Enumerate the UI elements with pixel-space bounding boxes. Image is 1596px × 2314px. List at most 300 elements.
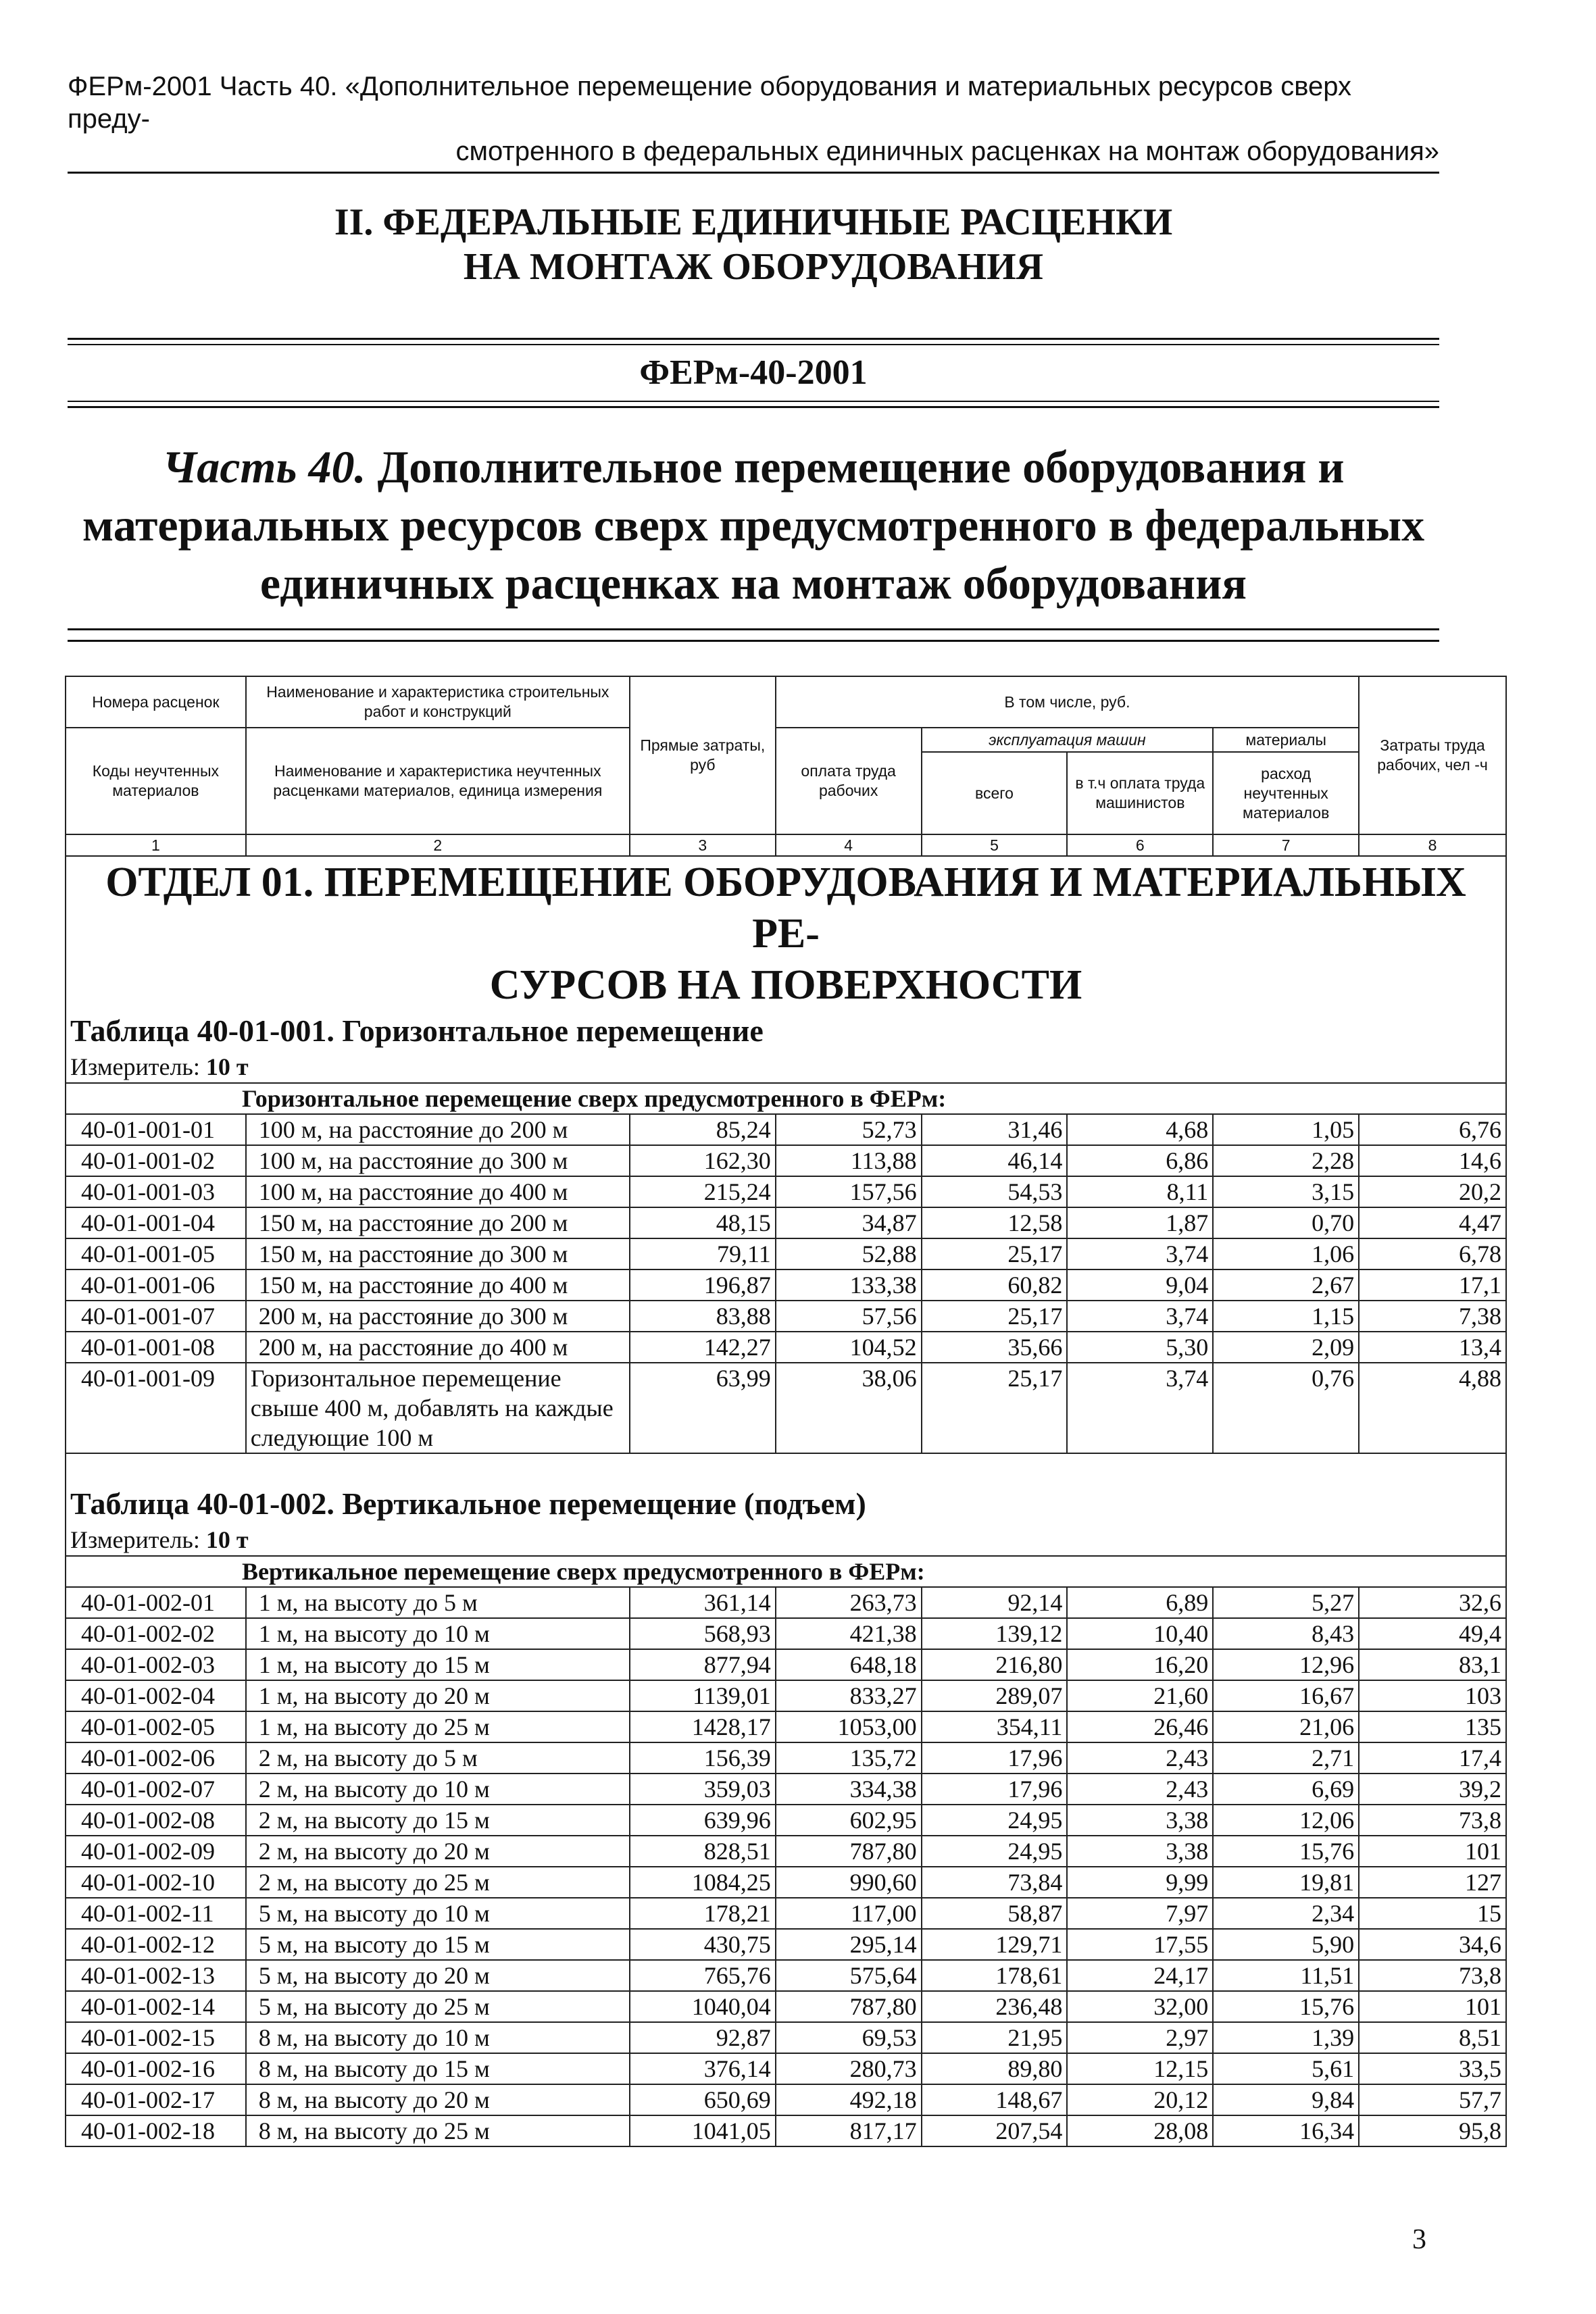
rate-description: 1 м, на высоту до 15 м xyxy=(246,1649,630,1680)
table2-row xyxy=(66,1742,1506,1774)
header-rate-numbers: Номера расценок xyxy=(66,676,246,728)
materials-value: 2,71 xyxy=(1213,1742,1359,1774)
machinist-pay-value: 21,60 xyxy=(1067,1680,1213,1711)
worker-pay-value: 787,80 xyxy=(776,1991,922,2022)
materials-value: 15,76 xyxy=(1213,1991,1359,2022)
rate-code: 40-01-002-16 xyxy=(66,2053,246,2084)
direct-costs-value: 568,93 xyxy=(630,1618,776,1649)
table1-row xyxy=(66,1145,1506,1176)
rate-description: 8 м, на высоту до 20 м xyxy=(246,2084,630,2115)
rate-code: 40-01-002-05 xyxy=(66,1711,246,1742)
direct-costs-value: 83,88 xyxy=(630,1301,776,1332)
table2-measure-label: Измеритель: xyxy=(70,1526,200,1553)
rates-table xyxy=(65,676,1507,2147)
machines-total-value: 73,84 xyxy=(922,1867,1068,1898)
labor-hours-value: 135 xyxy=(1359,1711,1506,1742)
table1-title-row xyxy=(66,1011,1506,1051)
table2-row xyxy=(66,1991,1506,2022)
labor-hours-value: 49,4 xyxy=(1359,1618,1506,1649)
document-code: ФЕРм-40-2001 xyxy=(639,353,868,392)
materials-value: 3,15 xyxy=(1213,1176,1359,1207)
table2-row xyxy=(66,2115,1506,2146)
machinist-pay-value: 6,86 xyxy=(1067,1145,1213,1176)
section-title xyxy=(68,200,1439,289)
labor-hours-value: 32,6 xyxy=(1359,1587,1506,1618)
worker-pay-value: 34,87 xyxy=(776,1207,922,1238)
header-worker-pay: оплата труда рабочих xyxy=(776,728,922,834)
materials-value: 0,76 xyxy=(1213,1363,1359,1453)
direct-costs-value: 142,27 xyxy=(630,1332,776,1363)
machines-total-value: 24,95 xyxy=(922,1805,1068,1836)
direct-costs-value: 79,11 xyxy=(630,1238,776,1269)
direct-costs-value: 376,14 xyxy=(630,2053,776,2084)
machinist-pay-value: 3,38 xyxy=(1067,1805,1213,1836)
column-number: 8 xyxy=(1359,834,1506,856)
table2-row xyxy=(66,2084,1506,2115)
header-machine-operation: эксплуатация машин xyxy=(922,728,1214,752)
materials-value: 12,06 xyxy=(1213,1805,1359,1836)
direct-costs-value: 1041,05 xyxy=(630,2115,776,2146)
column-number: 6 xyxy=(1067,834,1213,856)
direct-costs-value: 162,30 xyxy=(630,1145,776,1176)
table1-row xyxy=(66,1207,1506,1238)
direct-costs-value: 1428,17 xyxy=(630,1711,776,1742)
table1-row xyxy=(66,1238,1506,1269)
rate-code: 40-01-002-13 xyxy=(66,1960,246,1991)
labor-hours-value: 17,1 xyxy=(1359,1269,1506,1301)
worker-pay-value: 52,88 xyxy=(776,1238,922,1269)
table2-body xyxy=(66,1587,1506,2146)
column-number: 3 xyxy=(630,834,776,856)
table2-row xyxy=(66,1805,1506,1836)
table2-title: Таблица 40-01-002. Вертикальное перемещение (подъем) xyxy=(66,1453,1506,1524)
rate-description: 2 м, на высоту до 10 м xyxy=(246,1774,630,1805)
materials-value: 8,43 xyxy=(1213,1618,1359,1649)
rate-code: 40-01-001-05 xyxy=(66,1238,246,1269)
labor-hours-value: 4,47 xyxy=(1359,1207,1506,1238)
worker-pay-value: 113,88 xyxy=(776,1145,922,1176)
direct-costs-value: 650,69 xyxy=(630,2084,776,2115)
rate-description: 150 м, на расстояние до 400 м xyxy=(246,1269,630,1301)
machines-total-value: 25,17 xyxy=(922,1363,1068,1453)
direct-costs-value: 156,39 xyxy=(630,1742,776,1774)
materials-value: 2,34 xyxy=(1213,1898,1359,1929)
machines-total-value: 46,14 xyxy=(922,1145,1068,1176)
materials-value: 19,81 xyxy=(1213,1867,1359,1898)
rate-code: 40-01-002-08 xyxy=(66,1805,246,1836)
direct-costs-value: 196,87 xyxy=(630,1269,776,1301)
rate-description: 5 м, на высоту до 10 м xyxy=(246,1898,630,1929)
column-number: 1 xyxy=(66,834,246,856)
labor-hours-value: 103 xyxy=(1359,1680,1506,1711)
machinist-pay-value: 2,43 xyxy=(1067,1774,1213,1805)
machines-total-value: 178,61 xyxy=(922,1960,1068,1991)
section-title-line-2: НА МОНТАЖ ОБОРУДОВАНИЯ xyxy=(463,246,1044,288)
table2-row xyxy=(66,1898,1506,1929)
worker-pay-value: 648,18 xyxy=(776,1649,922,1680)
materials-value: 15,76 xyxy=(1213,1836,1359,1867)
labor-hours-value: 33,5 xyxy=(1359,2053,1506,2084)
table2-measure-row xyxy=(66,1524,1506,1556)
labor-hours-value: 127 xyxy=(1359,1867,1506,1898)
rate-code: 40-01-002-18 xyxy=(66,2115,246,2146)
machinist-pay-value: 28,08 xyxy=(1067,2115,1213,2146)
machinist-pay-value: 17,55 xyxy=(1067,1929,1213,1960)
worker-pay-value: 135,72 xyxy=(776,1742,922,1774)
machines-total-value: 25,17 xyxy=(922,1301,1068,1332)
part-title xyxy=(74,438,1432,612)
table2-title-row xyxy=(66,1453,1506,1524)
page-number: 3 xyxy=(1412,2224,1426,2255)
table1-row xyxy=(66,1269,1506,1301)
rate-code: 40-01-002-06 xyxy=(66,1742,246,1774)
worker-pay-value: 575,64 xyxy=(776,1960,922,1991)
machinist-pay-value: 6,89 xyxy=(1067,1587,1213,1618)
table2-row xyxy=(66,1618,1506,1649)
header-direct-costs: Прямые затраты, руб xyxy=(630,676,776,834)
table2-row xyxy=(66,1711,1506,1742)
machines-total-value: 92,14 xyxy=(922,1587,1068,1618)
labor-hours-value: 15 xyxy=(1359,1898,1506,1929)
rate-code: 40-01-002-15 xyxy=(66,2022,246,2053)
column-number: 2 xyxy=(246,834,630,856)
direct-costs-value: 765,76 xyxy=(630,1960,776,1991)
department-title-line-1: ОТДЕЛ 01. ПЕРЕМЕЩЕНИЕ ОБОРУДОВАНИЯ И МАТЕРИАЛЬНЫХ РЕ- xyxy=(105,859,1466,957)
materials-value: 0,70 xyxy=(1213,1207,1359,1238)
labor-hours-value: 6,76 xyxy=(1359,1114,1506,1145)
table2-row xyxy=(66,1774,1506,1805)
table2-row xyxy=(66,1867,1506,1898)
worker-pay-value: 833,27 xyxy=(776,1680,922,1711)
header-material-codes: Коды неучтенных материалов xyxy=(66,728,246,834)
machinist-pay-value: 2,97 xyxy=(1067,2022,1213,2053)
worker-pay-value: 117,00 xyxy=(776,1898,922,1929)
labor-hours-value: 7,38 xyxy=(1359,1301,1506,1332)
table2-measure-value: 10 т xyxy=(205,1526,249,1553)
machinist-pay-value: 3,74 xyxy=(1067,1301,1213,1332)
worker-pay-value: 104,52 xyxy=(776,1332,922,1363)
machines-total-value: 148,67 xyxy=(922,2084,1068,2115)
table2-subheader-row xyxy=(66,1556,1506,1587)
labor-hours-value: 13,4 xyxy=(1359,1332,1506,1363)
rate-description: 2 м, на высоту до 5 м xyxy=(246,1742,630,1774)
machines-total-value: 289,07 xyxy=(922,1680,1068,1711)
machinist-pay-value: 3,38 xyxy=(1067,1836,1213,1867)
machines-total-value: 35,66 xyxy=(922,1332,1068,1363)
rate-description: 8 м, на высоту до 10 м xyxy=(246,2022,630,2053)
header-work-name: Наименование и характеристика строительных работ и конструкций xyxy=(246,676,630,728)
rate-description: 2 м, на высоту до 20 м xyxy=(246,1836,630,1867)
department-title xyxy=(66,856,1506,1011)
rate-code: 40-01-001-06 xyxy=(66,1269,246,1301)
rate-description: 8 м, на высоту до 25 м xyxy=(246,2115,630,2146)
direct-costs-value: 1139,01 xyxy=(630,1680,776,1711)
table1-subheader: Горизонтальное перемещение сверх предусмотренного в ФЕРм: xyxy=(66,1083,1506,1114)
materials-value: 5,90 xyxy=(1213,1929,1359,1960)
rate-code: 40-01-001-08 xyxy=(66,1332,246,1363)
rate-code: 40-01-002-12 xyxy=(66,1929,246,1960)
direct-costs-value: 361,14 xyxy=(630,1587,776,1618)
header-materials: материалы xyxy=(1213,728,1359,752)
rate-description: 5 м, на высоту до 15 м xyxy=(246,1929,630,1960)
direct-costs-value: 215,24 xyxy=(630,1176,776,1207)
rate-code: 40-01-002-07 xyxy=(66,1774,246,1805)
rate-description: 2 м, на высоту до 25 м xyxy=(246,1867,630,1898)
labor-hours-value: 101 xyxy=(1359,1836,1506,1867)
machinist-pay-value: 9,04 xyxy=(1067,1269,1213,1301)
rate-description: 1 м, на высоту до 5 м xyxy=(246,1587,630,1618)
materials-value: 2,28 xyxy=(1213,1145,1359,1176)
labor-hours-value: 17,4 xyxy=(1359,1742,1506,1774)
header-material-name: Наименование и характеристика неучтенных расценками материалов, единица измерения xyxy=(246,728,630,834)
machines-total-value: 354,11 xyxy=(922,1711,1068,1742)
materials-value: 1,05 xyxy=(1213,1114,1359,1145)
direct-costs-value: 359,03 xyxy=(630,1774,776,1805)
machinist-pay-value: 8,11 xyxy=(1067,1176,1213,1207)
machinist-pay-value: 3,74 xyxy=(1067,1238,1213,1269)
table1-row xyxy=(66,1332,1506,1363)
materials-value: 1,15 xyxy=(1213,1301,1359,1332)
machinist-pay-value: 1,87 xyxy=(1067,1207,1213,1238)
section-title-line-1: II. ФЕДЕРАЛЬНЫЕ ЕДИНИЧНЫЕ РАСЦЕНКИ xyxy=(334,201,1173,243)
machines-total-value: 17,96 xyxy=(922,1742,1068,1774)
direct-costs-value: 430,75 xyxy=(630,1929,776,1960)
rate-description: 200 м, на расстояние до 300 м xyxy=(246,1301,630,1332)
direct-costs-value: 48,15 xyxy=(630,1207,776,1238)
labor-hours-value: 8,51 xyxy=(1359,2022,1506,2053)
machinist-pay-value: 3,74 xyxy=(1067,1363,1213,1453)
worker-pay-value: 52,73 xyxy=(776,1114,922,1145)
direct-costs-value: 63,99 xyxy=(630,1363,776,1453)
rate-code: 40-01-001-09 xyxy=(66,1363,246,1453)
rate-code: 40-01-001-07 xyxy=(66,1301,246,1332)
table2-row xyxy=(66,2053,1506,2084)
materials-value: 5,61 xyxy=(1213,2053,1359,2084)
rate-description: 1 м, на высоту до 10 м xyxy=(246,1618,630,1649)
rate-description: 2 м, на высоту до 15 м xyxy=(246,1805,630,1836)
materials-value: 9,84 xyxy=(1213,2084,1359,2115)
part-title-prefix: Часть 40. xyxy=(162,441,366,493)
rate-code: 40-01-002-14 xyxy=(66,1991,246,2022)
rate-code: 40-01-002-10 xyxy=(66,1867,246,1898)
worker-pay-value: 133,38 xyxy=(776,1269,922,1301)
worker-pay-value: 280,73 xyxy=(776,2053,922,2084)
direct-costs-value: 92,87 xyxy=(630,2022,776,2053)
table1-measure xyxy=(66,1051,1506,1083)
materials-value: 6,69 xyxy=(1213,1774,1359,1805)
rate-description: Горизонтальное перемещение свыше 400 м, добавлять на каждые следующие 100 м xyxy=(246,1363,630,1453)
machinist-pay-value: 5,30 xyxy=(1067,1332,1213,1363)
labor-hours-value: 83,1 xyxy=(1359,1649,1506,1680)
worker-pay-value: 157,56 xyxy=(776,1176,922,1207)
rate-code: 40-01-001-01 xyxy=(66,1114,246,1145)
machinist-pay-value: 9,99 xyxy=(1067,1867,1213,1898)
document-code-bar xyxy=(68,338,1439,408)
rate-code: 40-01-002-01 xyxy=(66,1587,246,1618)
direct-costs-value: 639,96 xyxy=(630,1805,776,1836)
labor-hours-value: 14,6 xyxy=(1359,1145,1506,1176)
machinist-pay-value: 16,20 xyxy=(1067,1649,1213,1680)
rate-description: 150 м, на расстояние до 200 м xyxy=(246,1207,630,1238)
machines-total-value: 216,80 xyxy=(922,1649,1068,1680)
worker-pay-value: 38,06 xyxy=(776,1363,922,1453)
materials-value: 16,34 xyxy=(1213,2115,1359,2146)
labor-hours-value: 4,88 xyxy=(1359,1363,1506,1453)
header-including-group: В том числе, руб. xyxy=(776,676,1359,728)
rate-code: 40-01-002-04 xyxy=(66,1680,246,1711)
labor-hours-value: 34,6 xyxy=(1359,1929,1506,1960)
table1-row-last xyxy=(66,1363,1506,1453)
machines-total-value: 89,80 xyxy=(922,2053,1068,2084)
rate-description: 150 м, на расстояние до 300 м xyxy=(246,1238,630,1269)
header-material-consumption: расход неучтенных материалов xyxy=(1213,752,1359,834)
rate-code: 40-01-002-09 xyxy=(66,1836,246,1867)
machines-total-value: 129,71 xyxy=(922,1929,1068,1960)
machines-total-value: 24,95 xyxy=(922,1836,1068,1867)
direct-costs-value: 85,24 xyxy=(630,1114,776,1145)
rate-code: 40-01-002-02 xyxy=(66,1618,246,1649)
worker-pay-value: 57,56 xyxy=(776,1301,922,1332)
materials-value: 2,09 xyxy=(1213,1332,1359,1363)
materials-value: 1,06 xyxy=(1213,1238,1359,1269)
rate-code: 40-01-002-03 xyxy=(66,1649,246,1680)
direct-costs-value: 1040,04 xyxy=(630,1991,776,2022)
table1-title: Таблица 40-01-001. Горизонтальное перемещение xyxy=(66,1011,1506,1051)
table2-measure xyxy=(66,1524,1506,1556)
header-machinist-pay: в т.ч оплата труда машинистов xyxy=(1067,752,1213,834)
rate-description: 100 м, на расстояние до 300 м xyxy=(246,1145,630,1176)
table1-row xyxy=(66,1301,1506,1332)
materials-value: 2,67 xyxy=(1213,1269,1359,1301)
labor-hours-value: 101 xyxy=(1359,1991,1506,2022)
machines-total-value: 207,54 xyxy=(922,2115,1068,2146)
column-number: 5 xyxy=(922,834,1068,856)
materials-value: 21,06 xyxy=(1213,1711,1359,1742)
worker-pay-value: 421,38 xyxy=(776,1618,922,1649)
machinist-pay-value: 7,97 xyxy=(1067,1898,1213,1929)
part-title-line-2: материальных ресурсов сверх предусмотренного в федеральных xyxy=(82,499,1425,551)
worker-pay-value: 990,60 xyxy=(776,1867,922,1898)
worker-pay-value: 263,73 xyxy=(776,1587,922,1618)
worker-pay-value: 817,17 xyxy=(776,2115,922,2146)
rate-description: 100 м, на расстояние до 200 м xyxy=(246,1114,630,1145)
rate-code: 40-01-001-02 xyxy=(66,1145,246,1176)
rate-description: 8 м, на высоту до 15 м xyxy=(246,2053,630,2084)
column-number: 4 xyxy=(776,834,922,856)
rate-code: 40-01-002-17 xyxy=(66,2084,246,2115)
machines-total-value: 21,95 xyxy=(922,2022,1068,2053)
labor-hours-value: 20,2 xyxy=(1359,1176,1506,1207)
table1-measure-value: 10 т xyxy=(205,1053,249,1080)
machinist-pay-value: 24,17 xyxy=(1067,1960,1213,1991)
table1-subheader-row xyxy=(66,1083,1506,1114)
worker-pay-value: 334,38 xyxy=(776,1774,922,1805)
running-head xyxy=(68,70,1439,174)
table2-subheader: Вертикальное перемещение сверх предусмотренного в ФЕРм: xyxy=(66,1556,1506,1587)
worker-pay-value: 1053,00 xyxy=(776,1711,922,1742)
table1-measure-label: Измеритель: xyxy=(70,1053,200,1080)
table1-body xyxy=(66,1114,1506,1363)
table2-row xyxy=(66,1960,1506,1991)
department-title-line-2: СУРСОВ НА ПОВЕРХНОСТИ xyxy=(489,962,1082,1008)
rate-code: 40-01-001-04 xyxy=(66,1207,246,1238)
header-machines-total: всего xyxy=(922,752,1068,834)
double-rule-divider xyxy=(68,628,1439,642)
labor-hours-value: 57,7 xyxy=(1359,2084,1506,2115)
table2-row xyxy=(66,2022,1506,2053)
machinist-pay-value: 12,15 xyxy=(1067,2053,1213,2084)
machines-total-value: 139,12 xyxy=(922,1618,1068,1649)
rate-code: 40-01-001-03 xyxy=(66,1176,246,1207)
worker-pay-value: 602,95 xyxy=(776,1805,922,1836)
machines-total-value: 25,17 xyxy=(922,1238,1068,1269)
worker-pay-value: 492,18 xyxy=(776,2084,922,2115)
part-title-line-3: единичных расценках на монтаж оборудования xyxy=(259,557,1247,609)
materials-value: 12,96 xyxy=(1213,1649,1359,1680)
direct-costs-value: 877,94 xyxy=(630,1649,776,1680)
running-head-line-2: смотренного в федеральных единичных расценках на монтаж оборудования» xyxy=(455,136,1439,166)
machines-total-value: 60,82 xyxy=(922,1269,1068,1301)
column-number: 7 xyxy=(1213,834,1359,856)
machines-total-value: 54,53 xyxy=(922,1176,1068,1207)
materials-value: 1,39 xyxy=(1213,2022,1359,2053)
column-numbers-row xyxy=(66,834,1506,856)
table1-row xyxy=(66,1176,1506,1207)
part-title-line-1: Дополнительное перемещение оборудования и xyxy=(366,441,1345,493)
table2-row xyxy=(66,1836,1506,1867)
direct-costs-value: 178,21 xyxy=(630,1898,776,1929)
materials-value: 11,51 xyxy=(1213,1960,1359,1991)
table2-row xyxy=(66,1929,1506,1960)
machinist-pay-value: 2,43 xyxy=(1067,1742,1213,1774)
rate-code: 40-01-002-11 xyxy=(66,1898,246,1929)
materials-value: 16,67 xyxy=(1213,1680,1359,1711)
worker-pay-value: 787,80 xyxy=(776,1836,922,1867)
labor-hours-value: 73,8 xyxy=(1359,1805,1506,1836)
machinist-pay-value: 4,68 xyxy=(1067,1114,1213,1145)
rate-description: 5 м, на высоту до 20 м xyxy=(246,1960,630,1991)
machinist-pay-value: 32,00 xyxy=(1067,1991,1213,2022)
table2-row xyxy=(66,1649,1506,1680)
worker-pay-value: 295,14 xyxy=(776,1929,922,1960)
labor-hours-value: 6,78 xyxy=(1359,1238,1506,1269)
labor-hours-value: 73,8 xyxy=(1359,1960,1506,1991)
table1-row xyxy=(66,1114,1506,1145)
direct-costs-value: 1084,25 xyxy=(630,1867,776,1898)
running-head-line-1: ФЕРм-2001 Часть 40. «Дополнительное перемещение оборудования и материальных ресурсов сверх преду- xyxy=(68,72,1352,134)
machines-total-value: 58,87 xyxy=(922,1898,1068,1929)
department-row xyxy=(66,856,1506,1011)
rate-description: 1 м, на высоту до 25 м xyxy=(246,1711,630,1742)
table2-row xyxy=(66,1587,1506,1618)
materials-value: 5,27 xyxy=(1213,1587,1359,1618)
machines-total-value: 236,48 xyxy=(922,1991,1068,2022)
rate-description: 5 м, на высоту до 25 м xyxy=(246,1991,630,2022)
worker-pay-value: 69,53 xyxy=(776,2022,922,2053)
machines-total-value: 12,58 xyxy=(922,1207,1068,1238)
machinist-pay-value: 10,40 xyxy=(1067,1618,1213,1649)
machinist-pay-value: 20,12 xyxy=(1067,2084,1213,2115)
labor-hours-value: 95,8 xyxy=(1359,2115,1506,2146)
machines-total-value: 17,96 xyxy=(922,1774,1068,1805)
rate-description: 200 м, на расстояние до 400 м xyxy=(246,1332,630,1363)
direct-costs-value: 828,51 xyxy=(630,1836,776,1867)
rate-description: 1 м, на высоту до 20 м xyxy=(246,1680,630,1711)
rate-description: 100 м, на расстояние до 400 м xyxy=(246,1176,630,1207)
machines-total-value: 31,46 xyxy=(922,1114,1068,1145)
table1-measure-row xyxy=(66,1051,1506,1083)
table2-row xyxy=(66,1680,1506,1711)
